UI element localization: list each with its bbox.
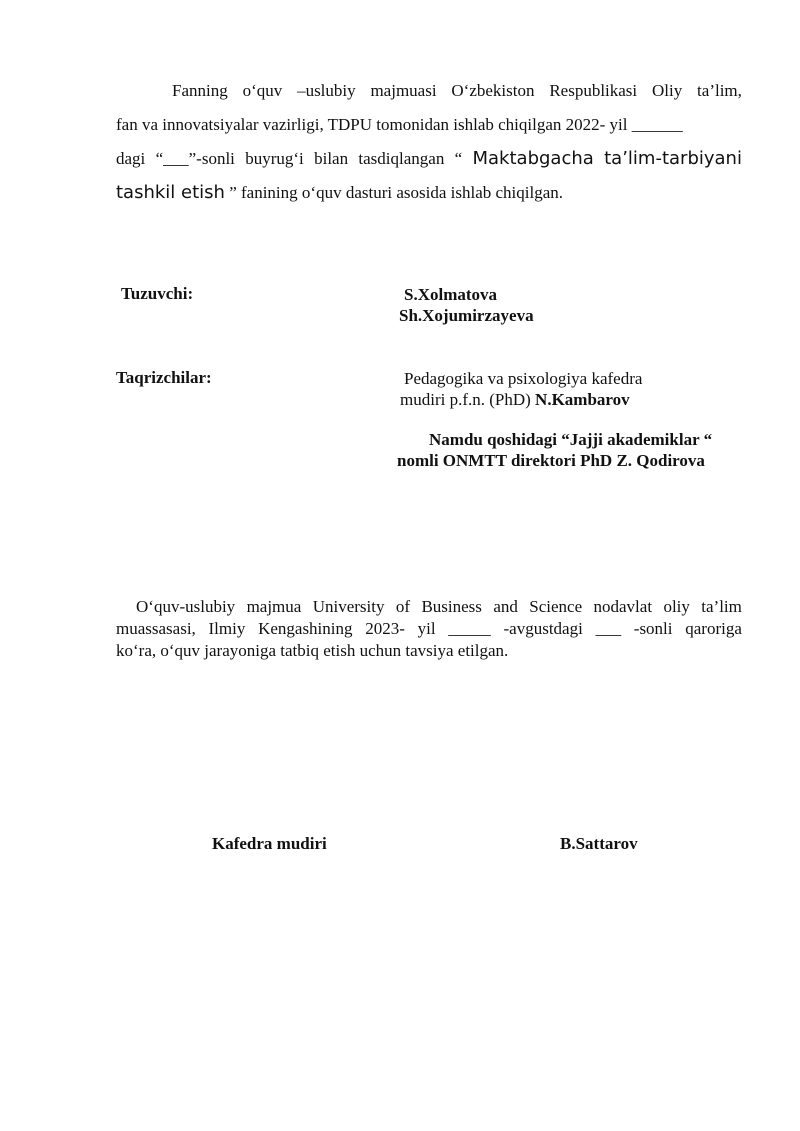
course-title-part1-word: Maktabgacha (472, 148, 594, 169)
reviewer-1-title: mudiri p.f.n. (PhD) (400, 390, 536, 409)
intro-line-4 (116, 176, 742, 210)
intro-paragraph (116, 74, 742, 210)
signature-title: Kafedra mudiri (212, 834, 327, 853)
approval-line-3: ko‘ra, o‘quv jarayoniga tatbiq etish uchun tavsiya etilgan. (116, 641, 509, 660)
reviewer-2-line-1: Namdu qoshidagi “Jajji akademiklar “ (429, 430, 713, 449)
approval-paragraph (116, 596, 742, 662)
intro-line-1-text: Fanning o‘quv –uslubiy majmuasi O‘zbekiston Respublikasi Oliy ta’lim, (172, 81, 742, 100)
approval-line-1 (116, 596, 742, 618)
intro-line-3-prefix-word: “___”-sonli (155, 149, 235, 168)
intro-line-3-prefix-word: tasdiqlangan (358, 149, 445, 168)
reviewer-1-line-2 (400, 389, 630, 411)
reviewer-2-line-2: nomli ONMTT direktori PhD Z. Qodirova (397, 451, 705, 470)
authors-label: Tuzuvchi: (121, 284, 194, 303)
reviewers-label: Taqrizchilar: (116, 368, 212, 387)
reviewer-1-name: N.Kambarov (535, 390, 630, 409)
intro-line-1 (116, 74, 742, 108)
course-title-part1-word: ta’lim-tarbiyani (604, 148, 742, 169)
intro-line-4-suffix: ” fanining o‘quv dasturi asosida ishlab chiqilgan. (224, 183, 563, 202)
intro-line-3-prefix-word: buyrug‘i (245, 149, 304, 168)
author-name-2: Sh.Xojumirzayeva (399, 306, 534, 325)
author-name-1: S.Xolmatova (404, 285, 498, 304)
intro-line-3-text (116, 142, 742, 176)
intro-line-3-prefix-word: bilan (314, 149, 349, 168)
intro-line-3-prefix-word: dagi (116, 149, 146, 168)
approval-line-1-text: O‘quv-uslubiy majmua University of Business and Science nodavlat oliy ta’lim (136, 597, 742, 616)
intro-line-3 (116, 142, 742, 176)
course-title-part2: tashkil etish (116, 182, 225, 203)
approval-line-2-text: muassasasi, Ilmiy Kengashining 2023- yil _____ -avgustdagi ___ -sonli qaroriga (116, 619, 742, 638)
intro-line-2: fan va innovatsiyalar vazirligi, TDPU tomonidan ishlab chiqilgan 2022- yil ______ (116, 115, 683, 134)
intro-line-3-prefix-word: “ (454, 149, 463, 168)
approval-line-2 (116, 618, 742, 640)
signature-name: B.Sattarov (560, 834, 638, 853)
reviewer-1-line-1: Pedagogika va psixologiya kafedra (404, 369, 643, 388)
